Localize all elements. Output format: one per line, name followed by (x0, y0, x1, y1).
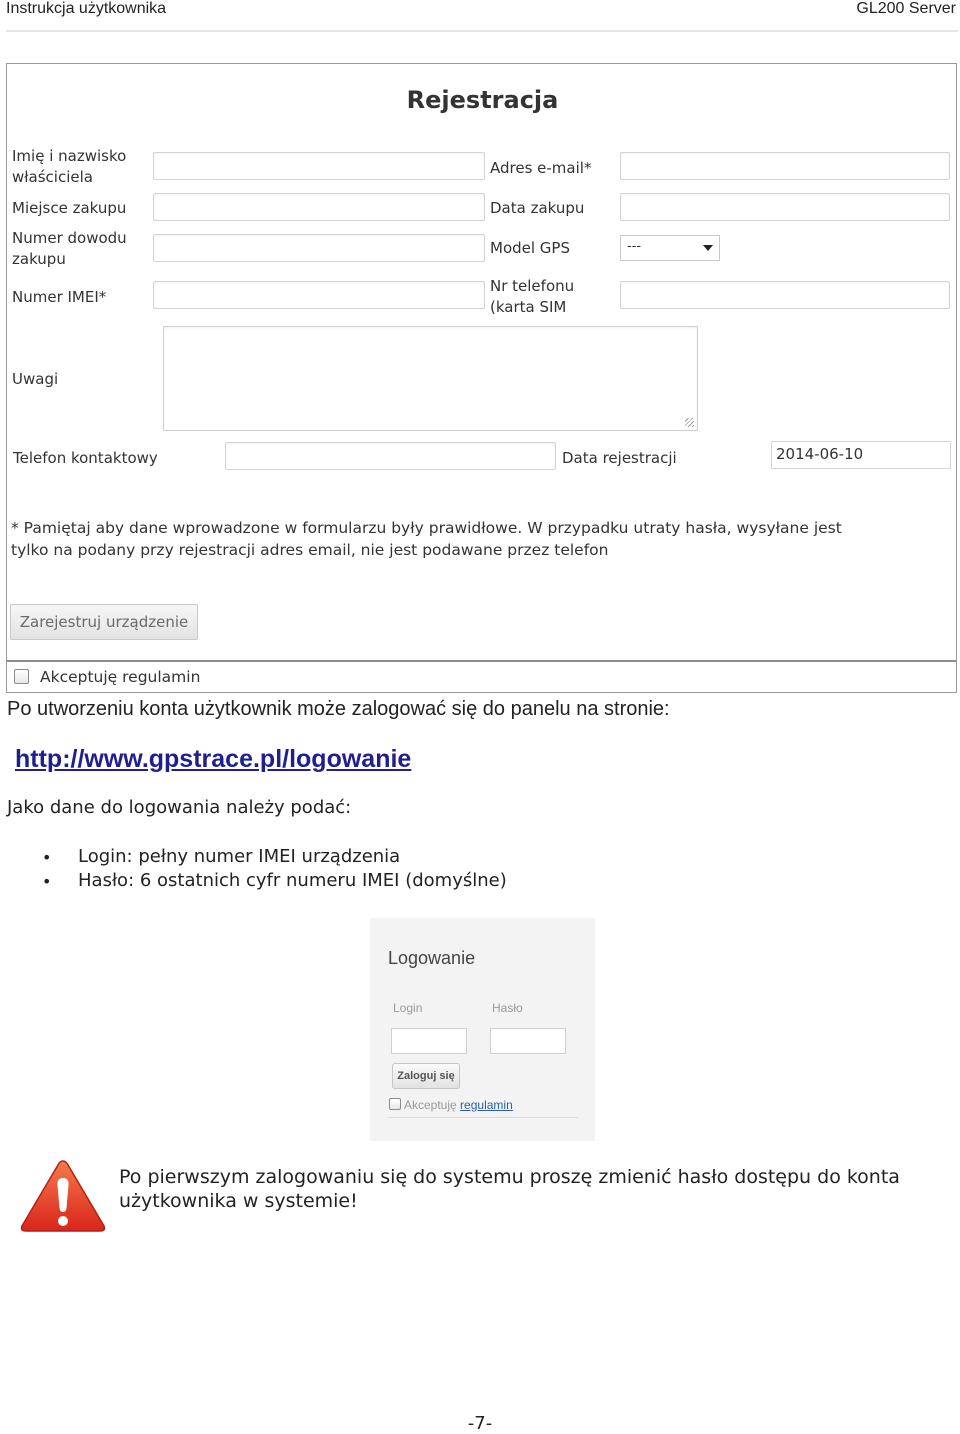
after-account-text: Po utworzeniu konta użytkownik może zalogować się do panelu na stronie: (7, 698, 670, 720)
divider (7, 660, 956, 662)
form-notice: * Pamiętaj aby dane wprowadzone w formularzu były prawidłowe. W przypadku utraty hasła, wysyłane jest tylko na podany przy rejestracji adres email, nie jest podawane przez telefon (11, 519, 842, 559)
email-label: Adres e-mail* (490, 159, 592, 177)
chevron-down-icon (703, 245, 713, 251)
registration-date-field[interactable]: 2014-06-10 (771, 441, 951, 469)
owner-name-label: Imię i nazwisko właściciela (12, 147, 127, 186)
login-label: Login (393, 1001, 423, 1015)
login-accept-label: Akceptuję regulamin (404, 1098, 513, 1112)
accept-terms-label: Akceptuję regulamin (40, 668, 201, 686)
sim-phone-field[interactable] (620, 281, 950, 309)
contact-phone-field[interactable] (225, 442, 556, 470)
purchase-proof-label: Numer dowodu zakupu (12, 229, 127, 268)
email-field[interactable] (620, 152, 950, 180)
purchase-proof-field[interactable] (153, 234, 485, 262)
owner-name-field[interactable] (153, 152, 485, 180)
registration-title: Rejestracja (406, 86, 559, 114)
login-form-screenshot (370, 918, 595, 1141)
login-field[interactable] (391, 1028, 467, 1054)
bullet-password: Hasło: 6 ostatnich cyfr numeru IMEI (domyślne) (78, 870, 507, 891)
purchase-place-field[interactable] (153, 193, 485, 221)
password-field[interactable] (490, 1028, 566, 1054)
purchase-date-label: Data zakupu (490, 199, 585, 217)
header-product: GL200 Server (856, 0, 956, 17)
bullet-icon: • (42, 872, 52, 891)
login-accept-checkbox[interactable] (389, 1098, 401, 1110)
contact-phone-label: Telefon kontaktowy (13, 449, 158, 467)
login-button[interactable]: Zaloguj się (392, 1063, 460, 1089)
imei-field[interactable] (153, 281, 485, 309)
registration-form-screenshot (6, 63, 957, 693)
terms-link[interactable]: regulamin (460, 1098, 513, 1112)
registration-date-label: Data rejestracji (562, 449, 677, 467)
purchase-date-field[interactable] (620, 193, 950, 221)
login-title: Logowanie (388, 948, 476, 968)
notes-label: Uwagi (12, 370, 59, 388)
resize-grip-icon[interactable] (685, 418, 694, 427)
bullet-login: Login: pełny numer IMEI urządzenia (78, 846, 401, 867)
login-data-intro: Jako dane do logowania należy podać: (7, 797, 352, 818)
login-page-link[interactable]: http://www.gpstrace.pl/logowanie (15, 745, 412, 773)
register-device-button[interactable]: Zarejestruj urządzenie (10, 604, 198, 640)
password-change-warning: Po pierwszym zalogowaniu się do systemu proszę zmienić hasło dostępu do konta użytkownika w systemie! (119, 1166, 900, 1212)
header-doc-title: Instrukcja użytkownika (6, 0, 167, 17)
purchase-place-label: Miejsce zakupu (12, 199, 127, 217)
gps-model-label: Model GPS (490, 239, 570, 257)
password-label: Hasło (492, 1001, 523, 1015)
page-number: -7- (467, 1413, 493, 1434)
imei-label: Numer IMEI* (12, 288, 107, 306)
gps-model-select[interactable]: --- (620, 235, 720, 261)
accept-terms-checkbox[interactable] (14, 669, 29, 684)
page-header (6, 0, 958, 32)
sim-phone-label: Nr telefonu (karta SIM (490, 277, 575, 316)
warning-triangle-icon (19, 1158, 107, 1234)
notes-textarea[interactable] (163, 326, 698, 431)
bullet-icon: • (42, 848, 52, 867)
divider (388, 1117, 578, 1118)
